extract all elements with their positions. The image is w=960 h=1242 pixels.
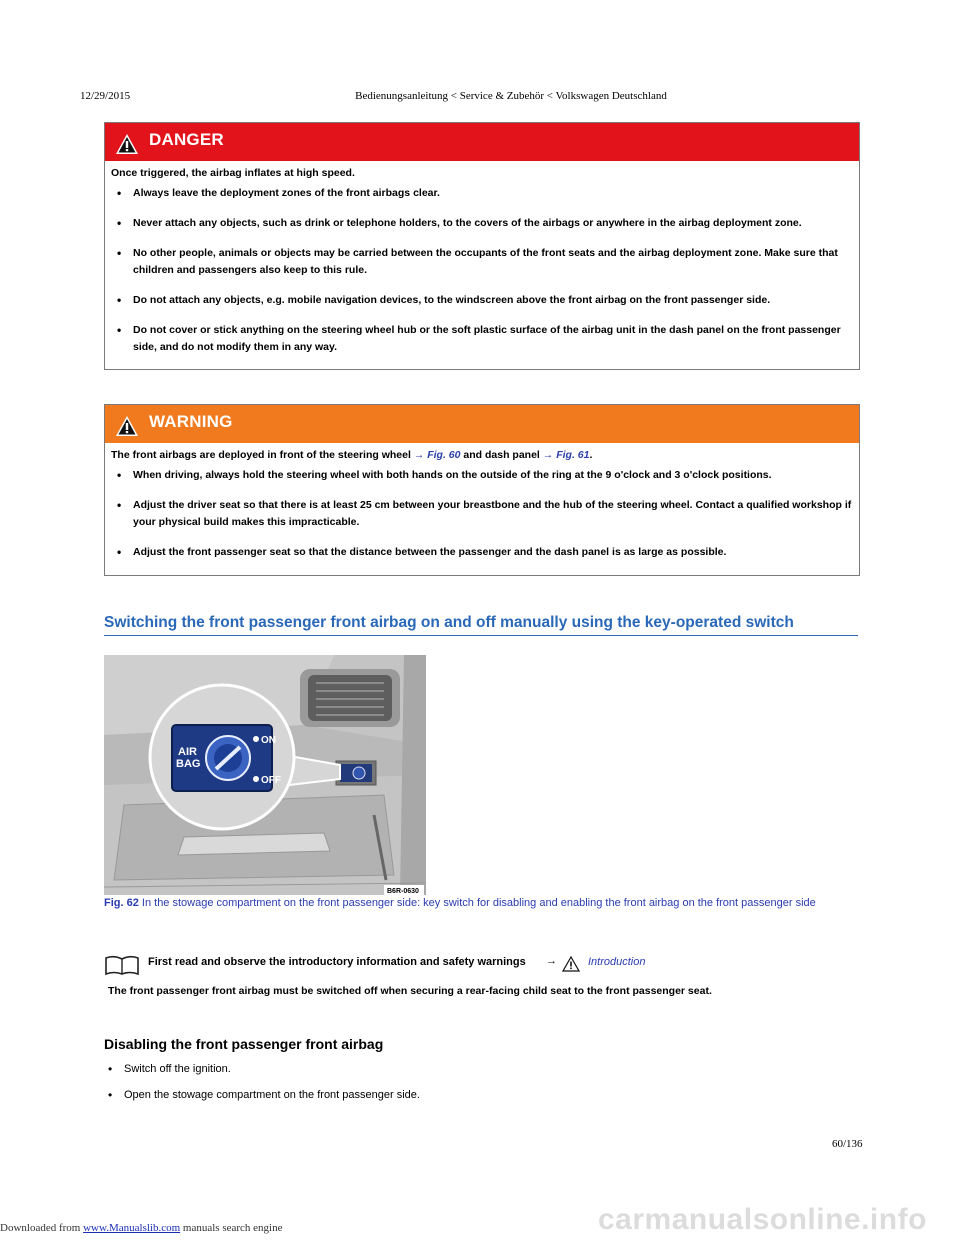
warning-triangle-icon: [562, 956, 580, 972]
page-number: 60/136: [832, 1138, 863, 1150]
danger-list: [111, 185, 853, 356]
read-first-arrow: →: [546, 955, 557, 967]
list-item: • Do not attach any objects, e.g. mobile navigation devices, to the windscreen above the front airbag on the front passenger side.: [111, 292, 853, 309]
read-first-row: [104, 954, 858, 976]
warning-intro-part1: The front airbags are deployed in front of the steering wheel: [111, 449, 411, 461]
airbag-label-air: AIR: [178, 746, 197, 758]
figure-caption: [104, 895, 844, 911]
image-code: B6R-0630: [387, 888, 419, 895]
warning-box: [104, 404, 860, 576]
introduction-link[interactable]: Introduction: [588, 956, 646, 968]
fig-61-link[interactable]: → Fig. 61: [542, 449, 590, 461]
warning-header: [105, 405, 859, 443]
warning-triangle-icon: [115, 415, 139, 437]
caption-label: Fig. 62: [104, 897, 139, 909]
caption-text: In the stowage compartment on the front passenger side: key switch for disabling and enabling the front airbag on the front passenger side: [141, 897, 816, 909]
list-item: • Adjust the driver seat so that there is at least 25 cm between your breastbone and the hub of the steering wheel. Contact a qualified workshop if your physical build makes this impracticable.: [111, 497, 853, 531]
page-header: [0, 90, 960, 104]
fig-60-link[interactable]: → Fig. 60: [413, 449, 461, 461]
footer-prefix: Downloaded from: [0, 1222, 81, 1234]
read-first-text: First read and observe the introductory information and safety warnings: [148, 956, 526, 968]
disabling-steps: [104, 1062, 420, 1114]
list-item: • When driving, always hold the steering wheel with both hands on the outside of the ring at the 9 o'clock and 3 o'clock positions.: [111, 467, 853, 484]
switch-label-on: ON: [261, 735, 276, 746]
disabling-heading: Disabling the front passenger front airbag: [104, 1036, 384, 1052]
figure-62-image: [104, 655, 426, 895]
warning-triangle-icon: [115, 133, 139, 155]
child-seat-notice: The front passenger front airbag must be switched off when securing a rear-facing child seat to the front passenger seat.: [108, 985, 712, 997]
warning-intro-end: .: [589, 449, 593, 461]
list-item: • Open the stowage compartment on the front passenger side.: [104, 1088, 420, 1114]
section-title: Switching the front passenger front airbag on and off manually using the key-operated switch: [104, 614, 858, 636]
danger-title: DANGER: [149, 130, 224, 149]
download-footer: [0, 1222, 282, 1234]
warning-list: [111, 467, 853, 561]
header-date: 12/29/2015: [80, 90, 131, 102]
warning-intro-part2: and dash panel: [463, 449, 540, 461]
manualslib-link[interactable]: www.Manualslib.com: [83, 1222, 181, 1234]
warning-title: WARNING: [149, 412, 233, 431]
list-item: • No other people, animals or objects may be carried between the occupants of the front seats and the airbag deployment zone. Make sure that children and passengers also keep to this rule.: [111, 245, 853, 279]
switch-label-off: OFF: [261, 775, 281, 786]
airbag-label-bag: BAG: [176, 758, 201, 770]
open-book-icon: [104, 954, 140, 976]
watermark: carmanualsonline.info: [598, 1203, 927, 1236]
list-item: • Do not cover or stick anything on the steering wheel hub or the soft plastic surface of the airbag unit in the dash panel on the front passenger side, and do not modify them in any way.: [111, 322, 853, 356]
danger-intro: Once triggered, the airbag inflates at high speed.: [111, 167, 355, 179]
footer-suffix: manuals search engine: [182, 1222, 283, 1234]
danger-header: [105, 123, 859, 161]
list-item: • Adjust the front passenger seat so that the distance between the passenger and the dash panel is as large as possible.: [111, 544, 853, 561]
warning-intro: [111, 449, 853, 461]
list-item: • Switch off the ignition.: [104, 1062, 420, 1088]
list-item: • Never attach any objects, such as drink or telephone holders, to the covers of the airbags or anywhere in the airbag deployment zone.: [111, 215, 853, 232]
header-title: Bedienungsanleitung < Service & Zubehör < Volkswagen Deutschland: [355, 90, 667, 102]
danger-box: [104, 122, 860, 370]
list-item: • Always leave the deployment zones of the front airbags clear.: [111, 185, 853, 202]
airbag-switch-illustration: [104, 655, 426, 895]
